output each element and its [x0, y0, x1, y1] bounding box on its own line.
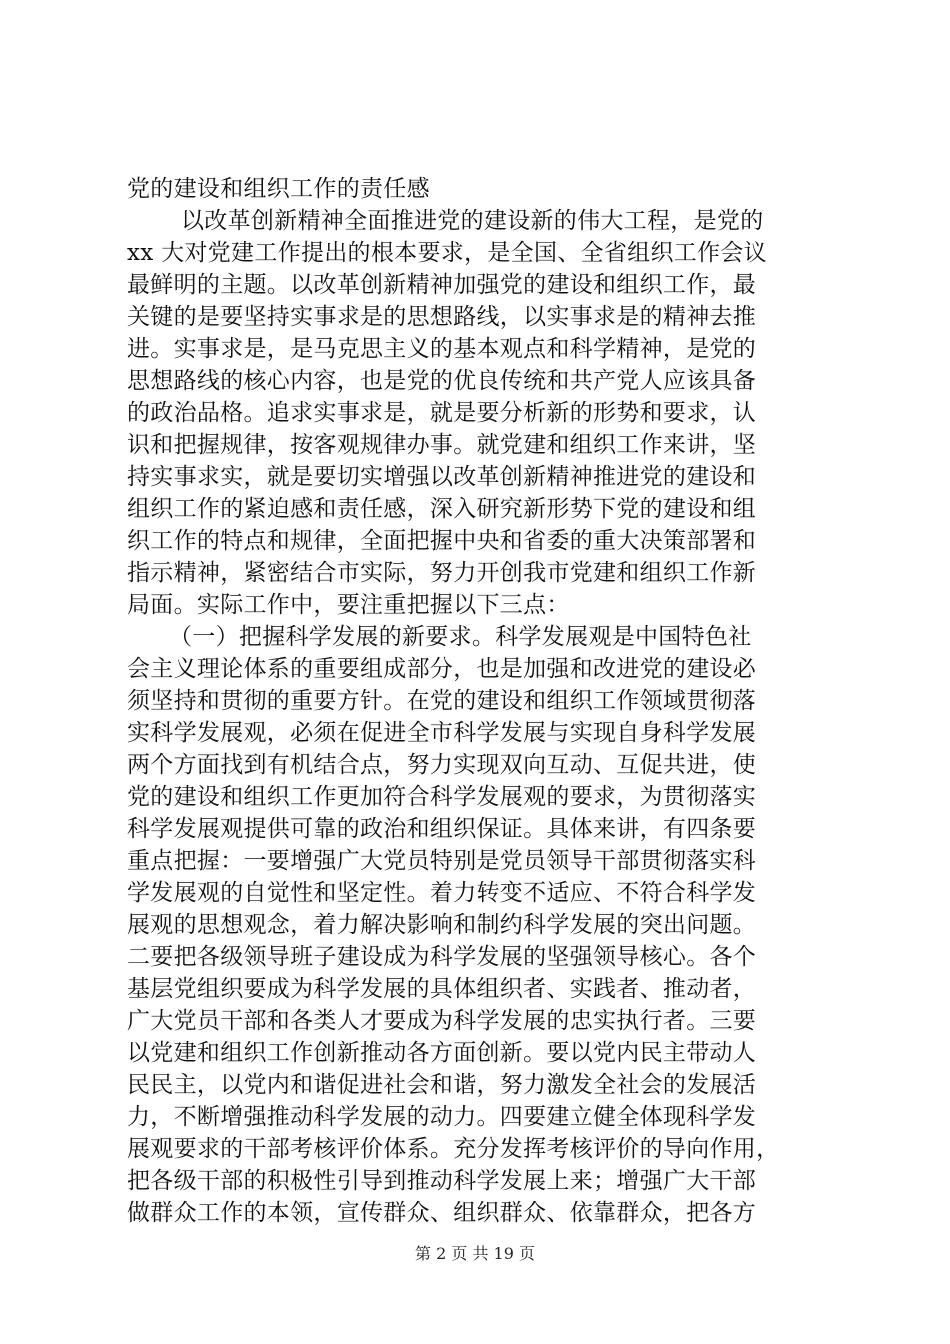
paragraph-line: 织工作的特点和规律，全面把握中央和省委的重大决策部署和	[127, 528, 757, 554]
paragraph-line: 的政治品格。追求实事求是，就是要分析新的形势和要求，认	[127, 400, 757, 426]
paragraph-line: 做群众工作的本领，宣传群众、组织群众、依靠群众，把各方	[127, 1200, 757, 1226]
paragraph-line: 组织工作的紧迫感和责任感，深入研究新形势下党的建设和组	[127, 496, 757, 522]
paragraph-line: 力，不断增强推动科学发展的动力。四要建立健全体现科学发	[127, 1104, 757, 1130]
paragraph-line: 展观要求的干部考核评价体系。充分发挥考核评价的导向作用，	[127, 1136, 780, 1162]
paragraph-line: 二要把各级领导班子建设成为科学发展的坚强领导核心。各个	[127, 944, 757, 970]
paragraph-line: 重点把握：一要增强广大党员特别是党员领导干部贯彻落实科	[127, 848, 757, 874]
paragraph-line: 科学发展观提供可靠的政治和组织保证。具体来讲，有四条要	[127, 816, 757, 842]
paragraph-line: 局面。实际工作中，要注重把握以下三点：	[127, 592, 570, 618]
paragraph-line: 进。实事求是，是马克思主义的基本观点和科学精神，是党的	[127, 336, 757, 362]
paragraph-line: 最鲜明的主题。以改革创新精神加强党的建设和组织工作，最	[127, 272, 757, 298]
paragraph-line: （一）把握科学发展的新要求。科学发展观是中国特色社	[169, 624, 752, 650]
paragraph-line: 以改革创新精神全面推进党的建设新的伟大工程，是党的	[181, 208, 764, 234]
paragraph-line: 党的建设和组织工作更加符合科学发展观的要求，为贯彻落实	[127, 784, 757, 810]
paragraph-line: 关键的是要坚持实事求是的思想路线，以实事求是的精神去推	[127, 304, 757, 330]
paragraph-line: 两个方面找到有机结合点，努力实现双向互动、互促共进，使	[127, 752, 757, 778]
paragraph-line: 以党建和组织工作创新推动各方面创新。要以党内民主带动人	[127, 1040, 757, 1066]
paragraph-line: xx 大对党建工作提出的根本要求，是全国、全省组织工作会议	[127, 240, 767, 266]
paragraph-line: 广大党员干部和各类人才要成为科学发展的忠实执行者。三要	[127, 1008, 757, 1034]
paragraph-line: 学发展观的自觉性和坚定性。着力转变不适应、不符合科学发	[127, 880, 757, 906]
paragraph-line: 会主义理论体系的重要组成部分，也是加强和改进党的建设必	[127, 656, 757, 682]
paragraph-line: 把各级干部的积极性引导到推动科学发展上来；增强广大干部	[127, 1168, 757, 1194]
paragraph-line: 思想路线的核心内容，也是党的优良传统和共产党人应该具备	[127, 368, 757, 394]
page-number-footer: 第 2 页 共 19 页	[415, 1244, 535, 1263]
paragraph-line: 识和把握规律，按客观规律办事。就党建和组织工作来讲，坚	[127, 432, 757, 458]
paragraph-line: 指示精神，紧密结合市实际，努力开创我市党建和组织工作新	[127, 560, 757, 586]
paragraph-line: 基层党组织要成为科学发展的具体组织者、实践者、推动者，	[127, 976, 757, 1002]
paragraph-line: 展观的思想观念，着力解决影响和制约科学发展的突出问题。	[127, 912, 757, 938]
paragraph-line: 须坚持和贯彻的重要方针。在党的建设和组织工作领域贯彻落	[127, 688, 757, 714]
paragraph-line: 持实事求实，就是要切实增强以改革创新精神推进党的建设和	[127, 464, 757, 490]
document-body	[127, 173, 827, 1229]
paragraph-line: 民民主，以党内和谐促进社会和谐，努力激发全社会的发展活	[127, 1072, 757, 1098]
paragraph-line: 实科学发展观，必须在促进全市科学发展与实现自身科学发展	[127, 720, 757, 746]
section-heading: 党的建设和组织工作的责任感	[127, 176, 430, 202]
